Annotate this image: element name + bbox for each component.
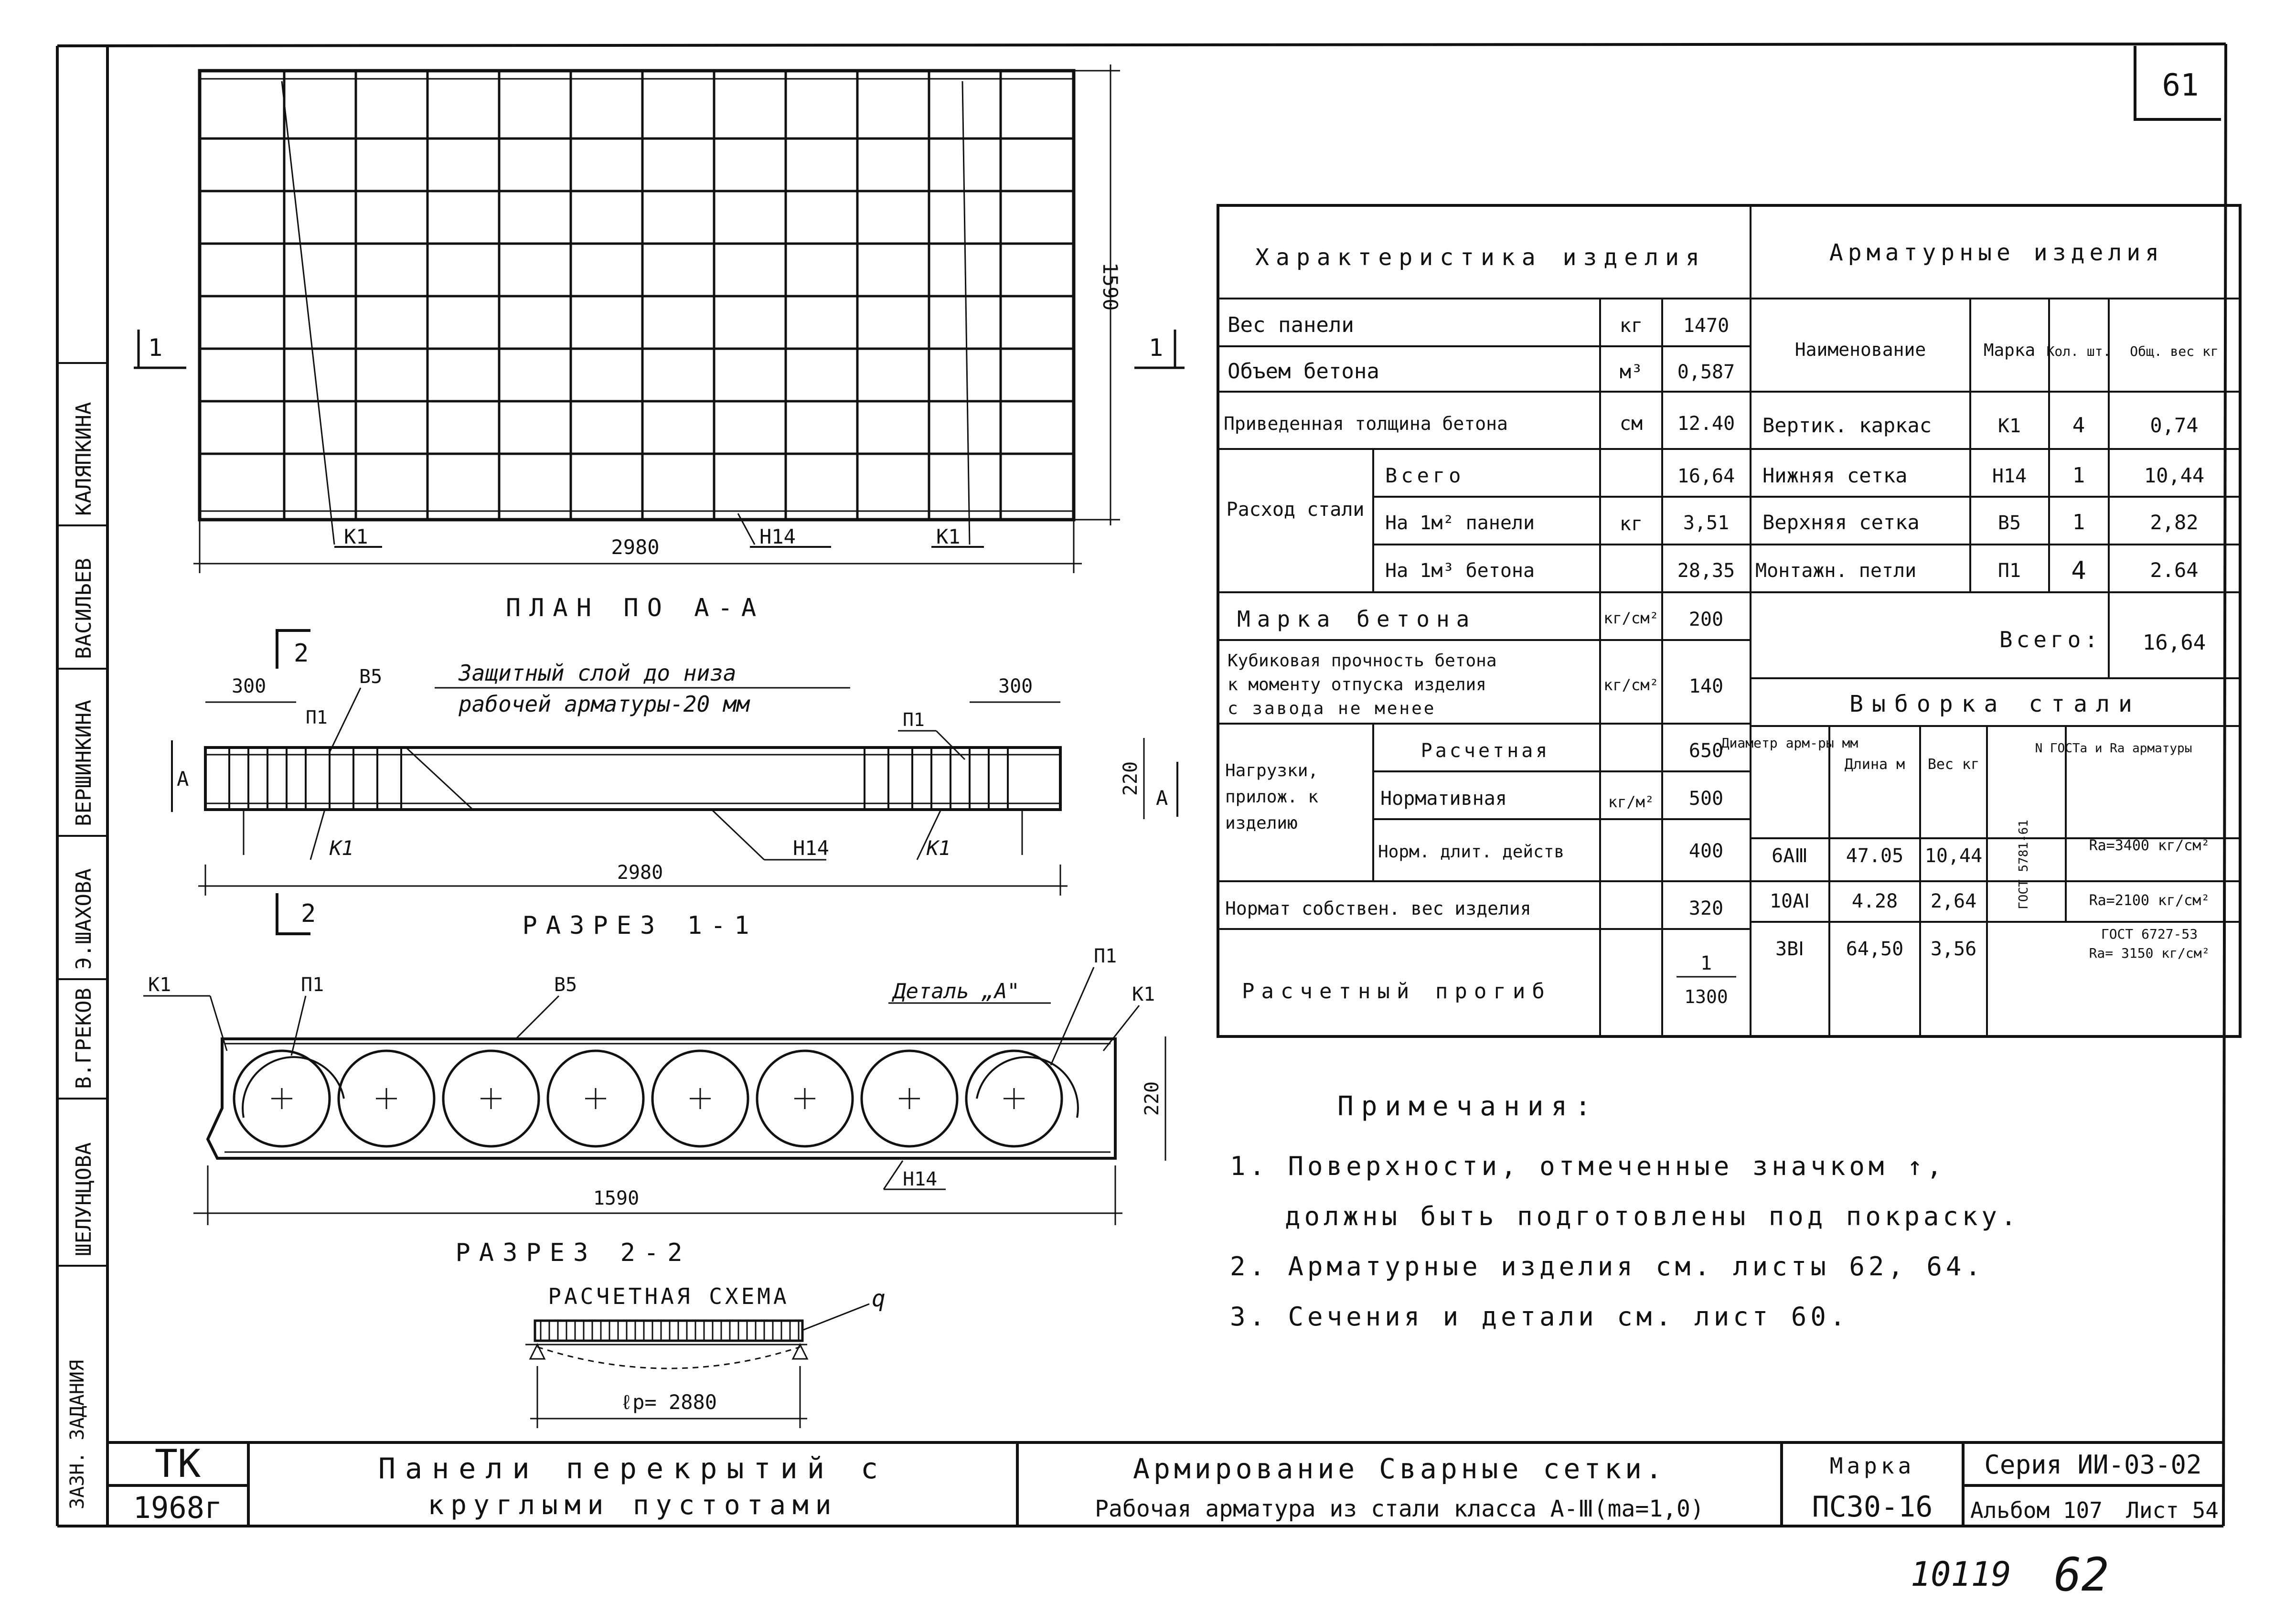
side-stamp [57,363,107,1509]
plan-view [134,64,1185,622]
arm-row-mark: П1 [1997,560,2021,582]
note-item: 2. Арматурные изделия см. листы 62, 64. [1230,1251,1985,1282]
arm-total-label: Всего: [1999,627,2102,652]
side-stamp-name: ШЕЛУНЦОВА [72,1142,96,1256]
arm-row-mark: К1 [1997,415,2021,437]
arm-row-qty: 1 [2072,463,2085,488]
steel-row-len: 4.28 [1851,890,1898,912]
char-row-value: 1470 [1683,315,1730,337]
notes-title: Примечания: [1337,1091,1599,1122]
self-weight-label: Нормат собствен. вес изделия [1225,898,1531,919]
tb-product-line2: круглыми пустотами [427,1490,838,1521]
steel-row-dia: 10АⅠ [1769,890,1810,912]
calc-load-label: q [872,1285,886,1312]
char-row-name: Вес панели [1228,313,1354,337]
sec22-label-k1-left: К1 [148,974,171,996]
char-row-unit: м³ [1619,361,1643,383]
arm-col-name: Наименование [1794,339,1926,360]
section-1-1-stirrups [229,749,1008,808]
char-header-right: Арматурные изделия [1829,239,2164,266]
steel-sample-title: Выборка стали [1849,691,2141,717]
section-2-2 [143,945,1165,1267]
notes [1230,1091,2020,1332]
note-item: 3. Сечения и детали см. лист 60. [1230,1302,1849,1332]
tb-series: Серия ИИ-03-02 [1984,1450,2202,1480]
sec22-label-h14: Н14 [903,1168,938,1190]
arm-row-qty: 4 [2072,413,2085,438]
char-row-name: Объем бетона [1228,359,1379,384]
tb-desc-line2: Рабочая арматура из стали класса А-Ⅲ(mа=1,0) [1095,1495,1704,1522]
arm-row-name: Вертик. каркас [1762,414,1932,437]
sec22-label-k1-right: К1 [1132,983,1155,1005]
sec11-note-line2: рабочей арматуры-20 мм [459,691,750,717]
steel-row-len: 47.05 [1846,845,1904,867]
steel-row-weight: 3,56 [1930,938,1977,960]
steel-row-gost: ГОСТ 5781-61 [2017,820,2031,909]
plan-mesh-grid [200,71,1074,520]
steel-row-value: 3,51 [1683,512,1730,534]
sec11-title: РАЗРЕЗ 1-1 [522,911,758,940]
plan-label-h14: Н14 [759,525,796,548]
sec22-label-b5: В5 [554,974,577,996]
steel-row-dia: 6АⅢ [1772,845,1808,867]
steel-row-weight: 10,44 [1924,845,1983,867]
sec22-title: РАЗРЕЗ 2-2 [455,1239,691,1267]
sec11-dim-height: 220 [1120,761,1142,796]
arm-total-value: 16,64 [2142,630,2206,655]
load-row-value: 650 [1688,740,1724,762]
hollow-cores [234,1051,1062,1146]
concrete-grade-label: Марка бетона [1237,606,1476,632]
sec11-dim-left: 300 [232,675,267,697]
tb-mark-label: Марка [1829,1453,1915,1479]
sec22-detail-label: Деталь „А" [893,979,1020,1004]
concrete-grade-value: 200 [1688,609,1724,630]
sec11-label-h14: Н14 [793,836,829,860]
bottom-stamp-big: 62 [2054,1548,2109,1602]
steel-row-weight: 2,64 [1930,890,1977,912]
self-weight-value: 320 [1688,897,1724,919]
plan-dim-width: 1590 [1099,262,1122,311]
tb-product-line1: Панели перекрытий с [378,1452,888,1485]
cube-strength-value: 140 [1688,675,1724,697]
steel-col-weight: Вес кг [1927,756,1980,773]
sheet-frame [57,44,2226,1526]
char-row-unit: см [1619,413,1643,435]
calc-scheme [525,1283,886,1428]
concrete-grade-unit: кг/см² [1603,609,1659,627]
sec11-dim-right: 300 [998,675,1033,697]
char-row-unit: кг [1619,315,1643,337]
steel-row-ra: Ra=2100 кг/см² [2089,892,2210,909]
tb-mark-value: ПС30-16 [1812,1490,1933,1524]
tb-year: 1968г [133,1490,223,1525]
arm-row-name: Верхняя сетка [1762,511,1920,534]
sec11-label-k1-left: К1 [330,836,354,860]
arm-row-name: Нижняя сетка [1762,464,1908,487]
plan-dim-length: 2980 [611,535,660,559]
note-item: должны быть подготовлены под покраску. [1285,1201,2020,1231]
plan-label-k1-left: К1 [344,525,368,548]
load-row-value: 400 [1688,840,1724,862]
plan-title: ПЛАН ПО А-А [505,594,765,622]
tb-album: Альбом 107 [1970,1497,2103,1523]
calc-scheme-title: РАСЧЕТНАЯ СХЕМА [548,1283,790,1309]
char-row-value: 12.40 [1677,413,1735,435]
load-row-name: Расчетная [1420,740,1550,762]
arm-row-mark: Н14 [1992,465,2027,487]
plan-section-mark-right: 1 [1149,334,1164,362]
sheet-number-box [2135,46,2221,119]
steel-row-len: 64,50 [1846,938,1904,960]
arm-row-weight: 2,82 [2150,511,2199,534]
side-stamp-name: Э.ШАХОВА [72,868,96,970]
load-group-line: Нагрузки, [1225,761,1319,780]
tb-org: ТК [154,1442,201,1486]
arm-col-mark: Марка [1983,341,2036,360]
load-row-value: 500 [1688,788,1724,810]
steel-row-ra: Ra= 3150 кг/см² [2089,945,2210,961]
sec11-mark-a-left: А [177,767,189,790]
load-row-name: Нормативная [1380,788,1507,810]
plan-label-k1-right: К1 [936,525,961,548]
sec11-mark-a-right: А [1156,786,1168,810]
arm-row-weight: 2.64 [2150,558,2199,582]
char-row-name: Приведенная толщина бетона [1224,413,1508,434]
steel-unit: кг [1619,513,1643,535]
sec22-dim-width: 1590 [593,1187,640,1209]
steel-row-ra: Ra=3400 кг/см² [2089,837,2210,854]
sec11-cut-mark-bottom: 2 [301,899,316,928]
note-item: 1. Поверхности, отмеченные значком ↑, [1230,1151,1946,1181]
characteristics-table [1218,205,2240,1036]
calc-load-hatch [541,1322,799,1340]
char-row-value: 0,587 [1677,361,1735,383]
cube-strength-line: Кубиковая прочность бетона [1228,651,1497,671]
sec22-label-p1-left: П1 [301,974,324,996]
arm-row-name: Монтажн. петли [1755,560,1917,582]
arm-row-mark: В5 [1997,512,2021,534]
section-1-1 [172,630,1177,940]
sec11-dim-length: 2980 [617,862,663,884]
sec22-label-p1-right: П1 [1094,945,1117,967]
char-header-left: Характеристика изделия [1255,244,1706,271]
load-group-line: изделию [1225,813,1298,833]
title-block [107,1442,2223,1526]
tb-sheet: Лист 54 [2126,1497,2219,1523]
steel-row-value: 16,64 [1677,465,1735,487]
side-stamp-name: ВЕРШИНКИНА [72,700,96,826]
steel-row-name: Всего [1385,464,1465,487]
sec11-note-line1: Защитный слой до низа [459,660,737,686]
cube-strength-unit: кг/см² [1603,676,1659,694]
steel-col-dia: Диаметр арм-ры мм [1721,735,1858,751]
steel-row-name: На 1м² панели [1385,512,1535,534]
arm-row-qty: 1 [2072,510,2085,534]
deflection-label: Расчетный прогиб [1242,979,1551,1004]
load-group-line: прилож. к [1225,787,1319,807]
steel-row-name: На 1м³ бетона [1385,560,1535,582]
steel-group-label: Расход стали [1226,499,1365,521]
calc-span: ℓр= 2880 [620,1390,717,1414]
sec11-label-p1-right: П1 [903,709,925,730]
side-stamp-name: ВАСИЛЬЕВ [72,558,96,659]
plan-section-mark-left: 1 [148,334,163,362]
deflection-numerator: 1 [1700,952,1712,974]
steel-col-gost: N ГОСТа и Ra арматуры [2035,741,2192,756]
arm-row-qty: 4 [2071,556,2086,585]
side-stamp-name: КАЛЯПКИНА [72,402,96,516]
steel-col-len: Длина м [1844,756,1905,773]
arm-row-weight: 10,44 [2144,464,2205,487]
cube-strength-line: с завода не менее [1228,699,1436,718]
sec11-label-k1-right: К1 [927,836,951,860]
side-stamp-name: В.ГРЕКОВ [72,988,96,1089]
cube-strength-line: к моменту отпуска изделия [1228,675,1486,694]
side-stamp-name: ЗАЗН. ЗАДАНИЯ [66,1359,88,1509]
steel-row-dia: 3ВⅠ [1775,938,1804,960]
bottom-stamp: 10119 [1911,1555,2011,1594]
sheet-number: 61 [2162,68,2199,103]
steel-row-gost: ГОСТ 6727-53 [2101,926,2198,942]
sec11-label-b5: В5 [359,666,383,688]
arm-row-weight: 0,74 [2150,414,2199,437]
arm-col-weight: Общ. вес кг [2130,343,2219,359]
load-row-name: Норм. длит. действ [1378,842,1565,862]
tb-desc-line1: Армирование Сварные сетки. [1133,1452,1666,1485]
sec11-label-p1-left: П1 [306,707,328,728]
load-unit: кг/м² [1608,793,1655,811]
sec22-dim-height: 220 [1141,1081,1163,1116]
sec11-cut-mark-top: 2 [294,639,309,668]
steel-row-value: 28,35 [1677,560,1735,582]
arm-col-qty: Кол. шт. [2046,343,2111,359]
deflection-denominator: 1300 [1684,986,1728,1007]
